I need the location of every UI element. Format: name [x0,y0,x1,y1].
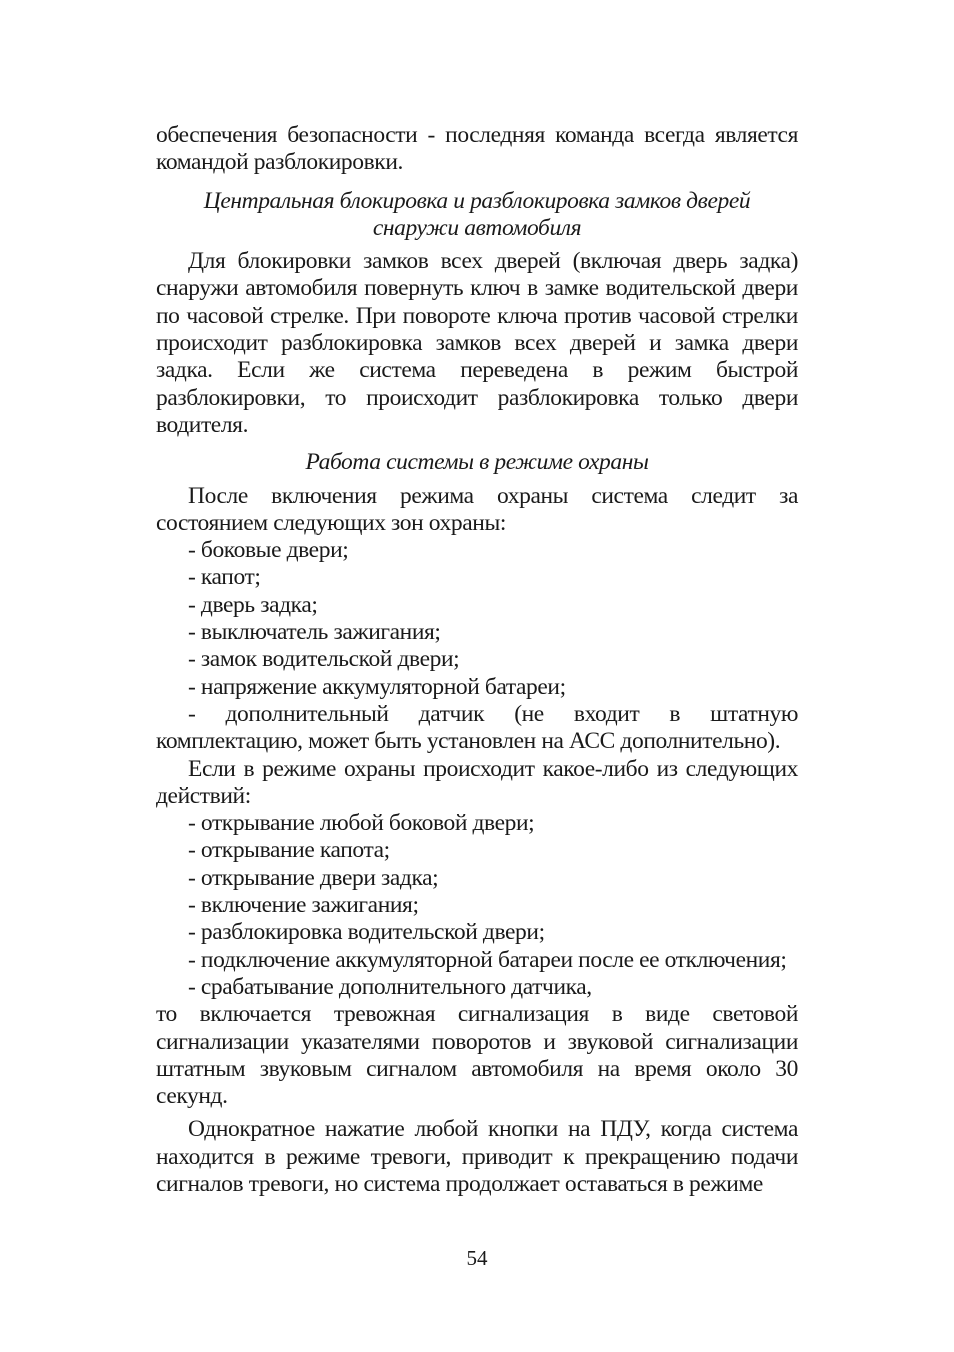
list-item: - выключатель зажигания; [188,619,441,646]
guard-zones-paragraph: После включения режима охраны система следит за состоянием следующих зон охраны: [156,482,798,536]
list-item: - открывание двери задка; [188,864,439,891]
heading-guard-mode: Работа системы в режиме охраны [305,449,649,476]
list-item: - боковые двери; [188,537,349,564]
list-item: - дверь задка; [188,591,318,618]
alarm-paragraph: то включается тревожная сигнализация в виде световой сигнализации указателями поворотов и звуковой сигнализации штатным звуковым сигналом автомобиля на время около 30 секунд. [156,1001,798,1110]
list-item: - срабатывание дополнительного датчика, [188,973,592,1000]
page-number: 54 [466,1246,488,1270]
list-item: - подключение аккумуляторной батареи после ее отключения; [188,946,787,973]
heading-central-locking-line2: снаружи автомобиля [372,214,582,241]
guard-zones-list [156,537,798,755]
list-item: - открывание капота; [188,837,390,864]
remote-paragraph: Однократное нажатие любой кнопки на ПДУ, когда система находится в режиме тревоги, приводит к прекращению подачи сигналов тревоги, но система продолжает оставаться в режиме [156,1116,798,1197]
list-item: - разблокировка водительской двери; [188,919,545,946]
heading-central-locking-line1: Центральная блокировка и разблокировка замков дверей [203,187,751,214]
guard-actions-paragraph: Если в режиме охраны происходит какое-либо из следующих действий: [156,755,798,809]
central-locking-paragraph: Для блокировки замков всех дверей (включая дверь задка) снаружи автомобиля повернуть ключ в замке водительской двери по часовой стрелке. При повороте ключа против часовой стрелки происходит разблокировка замков всех дверей и замка двери задка. Если же система переведена в режим быстрой разблокировки, то происходит разблокировка только двери водителя. [156,248,798,438]
list-item: - открывание любой боковой двери; [188,810,535,837]
list-item: - дополнительный датчик (не входит в штатную комплектацию, может быть установлен на АСС дополнительно). [156,700,798,755]
page-body [156,122,798,1198]
heading-central-locking [156,188,798,243]
list-item: - включение зажигания; [188,892,419,919]
intro-paragraph: обеспечения безопасности - последняя команда всегда является командой разблокировки. [156,122,798,176]
list-item: - напряжение аккумуляторной батареи; [188,673,566,700]
list-item: - капот; [188,564,261,591]
guard-actions-list [156,810,798,1001]
list-item: - замок водительской двери; [188,646,460,673]
